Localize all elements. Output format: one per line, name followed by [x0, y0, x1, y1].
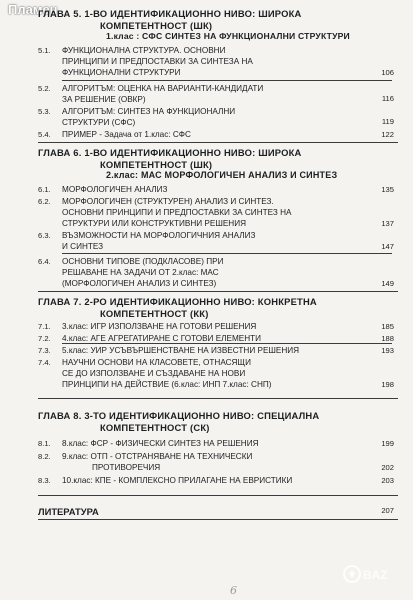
entry-number: 7.1.: [38, 322, 51, 331]
divider: [38, 495, 398, 496]
svg-text:BAZ: BAZ: [363, 568, 388, 582]
entry-number: 7.2.: [38, 334, 51, 343]
chapter-6-heading: [38, 147, 337, 182]
entry-page: 106: [381, 68, 394, 77]
chapter-title: ГЛАВА 5. 1-ВО ИДЕНТИФИКАЦИОННО НИВО: ШИРОКА: [38, 8, 302, 19]
entry-text: РЕШАВАНЕ НА ЗАДАЧИ ОТ 2.клас: МАС: [62, 267, 219, 277]
entry-text: 8.клас: ФСР - ФИЗИЧЕСКИ СИНТЕЗ НА РЕШЕНИЯ: [62, 439, 259, 448]
seller-logo-icon: [343, 556, 403, 592]
entry-text: НАУЧНИ ОСНОВИ НА КЛАСОВЕТЕ, ОТНАСЯЩИ: [62, 358, 251, 367]
entry-text: ОСНОВНИ ПРИНЦИПИ И ПРЕДПОСТАВКИ ЗА СИНТЕЗ НА: [62, 207, 292, 217]
chapter-title-cont: КОМПЕТЕНТНОСТ (ШК): [100, 158, 213, 170]
entry-text: ПРОТИВОРЕЧИЯ: [92, 462, 161, 472]
entry-text: И СИНТЕЗ: [62, 241, 104, 251]
entry-number: 6.4.: [38, 257, 51, 266]
divider: [62, 253, 392, 254]
entry-text: ФУНКЦИОНАЛНА СТРУКТУРА. ОСНОВНИ: [62, 46, 226, 55]
divider: [62, 80, 392, 81]
entry-number: 7.3.: [38, 346, 51, 355]
entry-page: 149: [381, 279, 394, 288]
chapter-subtitle: 1.клас : СФС СИНТЕЗ НА ФУНКЦИОНАЛНИ СТРУКТУРИ: [106, 31, 350, 41]
literature-entry: [38, 506, 398, 517]
entry-page: 122: [381, 130, 394, 139]
divider: [38, 291, 398, 292]
entry-page: 202: [381, 463, 394, 472]
entry-text: ВЪЗМОЖНОСТИ НА МОРФОЛОГИЧНИЯ АНАЛИЗ: [62, 231, 256, 240]
entry-number: 6.3.: [38, 231, 51, 240]
entry-number: 5.3.: [38, 107, 51, 116]
entry-text: 10.клас: КПЕ - КОМПЛЕКСНО ПРИЛАГАНЕ НА ЕВРИСТИКИ: [62, 476, 293, 485]
entry-page: 116: [381, 94, 394, 103]
divider: [38, 142, 398, 143]
entry-number: 5.1.: [38, 46, 51, 55]
literature-page: 207: [381, 506, 394, 515]
divider: [62, 343, 392, 344]
entry-page: 188: [381, 334, 394, 343]
entry-text: (МОРФОЛОГИЧЕН АНАЛИЗ И СИНТЕЗ): [62, 278, 217, 288]
chapter-title: ГЛАВА 6. 1-ВО ИДЕНТИФИКАЦИОННО НИВО: ШИРОКА: [38, 147, 302, 158]
divider: [38, 398, 398, 399]
entry-text: 3.клас: ИГР ИЗПОЛЗВАНЕ НА ГОТОВИ РЕШЕНИЯ: [62, 322, 257, 331]
entry-number: 7.4.: [38, 358, 51, 367]
pencil-mark: 6: [230, 584, 237, 597]
watermark-text: Пламен: [8, 2, 58, 17]
chapter-title-cont: КОМПЕТЕНТНОСТ (КК): [100, 307, 209, 319]
literature-label: ЛИТЕРАТУРА: [38, 506, 99, 517]
chapter-title-cont: КОМПЕТЕНТНОСТ (ШК): [100, 19, 213, 31]
entry-text: МОРФОЛОГИЧЕН АНАЛИЗ: [62, 185, 168, 194]
entry-page: 135: [381, 185, 394, 194]
entry-page: 147: [381, 242, 394, 251]
entry-text: ПРИНЦИПИ НА ДЕЙСТВИЕ (6.клас: ИНП 7.клас: СНП): [62, 379, 272, 389]
entry-text: 5.клас: УИР УСЪВЪРШЕНСТВАНЕ НА ИЗВЕСТНИ РЕШЕНИЯ: [62, 346, 300, 355]
entry-text: АЛГОРИТЪМ: ОЦЕНКА НА ВАРИАНТИ-КАНДИДАТИ: [62, 84, 264, 93]
entry-text: СТРУКТУРИ ИЛИ КОНСТРУКТИВНИ РЕШЕНИЯ: [62, 218, 247, 228]
divider: [38, 519, 398, 520]
chapter-5-heading: [38, 8, 350, 43]
chapter-7-heading: [38, 296, 317, 319]
entry-text: ФУНКЦИОНАЛНИ СТРУКТУРИ: [62, 67, 181, 77]
entry-text: МОРФОЛОГИЧЕН (СТРУКТУРЕН) АНАЛИЗ И СИНТЕЗ.: [62, 197, 274, 206]
entry-text: СТРУКТУРИ (СФС): [62, 117, 136, 127]
entry-page: 119: [381, 117, 394, 126]
entry-page: 198: [381, 380, 394, 389]
entry-number: 6.1.: [38, 185, 51, 194]
entry-text: СЕ ДО ИЗПОЛЗВАНЕ И СЪЗДАВАНЕ НА НОВИ: [62, 368, 246, 378]
entry-text: АЛГОРИТЪМ: СИНТЕЗ НА ФУНКЦИОНАЛНИ: [62, 107, 236, 116]
entry-page: 193: [381, 346, 394, 355]
entry-text: ОСНОВНИ ТИПОВЕ (ПОДКЛАСОВЕ) ПРИ: [62, 257, 224, 266]
entry-number: 8.1.: [38, 439, 51, 448]
entry-number: 8.2.: [38, 452, 51, 461]
entry-page: 203: [381, 476, 394, 485]
entry-text: ПРИНЦИПИ И ПРЕДПОСТАВКИ ЗА СИНТЕЗА НА: [62, 56, 253, 66]
chapter-8-heading: [38, 410, 319, 433]
entry-page: 185: [381, 322, 394, 331]
entry-text: ЗА РЕШЕНИЕ (ОВКР): [62, 94, 146, 104]
entry-text: ПРИМЕР - Задача от 1.клас: СФС: [62, 130, 191, 139]
entry-number: 8.3.: [38, 476, 51, 485]
entry-text: 9.клас: ОТП - ОТСТРАНЯВАНЕ НА ТЕХНИЧЕСКИ: [62, 452, 253, 461]
entry-number: 5.2.: [38, 84, 51, 93]
chapter-title: ГЛАВА 8. 3-ТО ИДЕНТИФИКАЦИОННО НИВО: СПЕЦИАЛНА: [38, 410, 320, 421]
chapter-title: ГЛАВА 7. 2-РО ИДЕНТИФИКАЦИОННО НИВО: КОНКРЕТНА: [38, 296, 317, 307]
entry-number: 6.2.: [38, 197, 51, 206]
entry-number: 5.4.: [38, 130, 51, 139]
chapter-title-cont: КОМПЕТЕНТНОСТ (СК): [100, 421, 210, 433]
entry-page: 137: [381, 219, 394, 228]
entry-text: 4.клас: АГЕ АГРЕГАТИРАНЕ С ГОТОВИ ЕЛЕМЕНТИ: [62, 334, 262, 343]
chapter-subtitle: 2.клас: МАС МОРФОЛОГИЧЕН АНАЛИЗ И СИНТЕЗ: [106, 170, 338, 180]
entry-page: 199: [381, 439, 394, 448]
